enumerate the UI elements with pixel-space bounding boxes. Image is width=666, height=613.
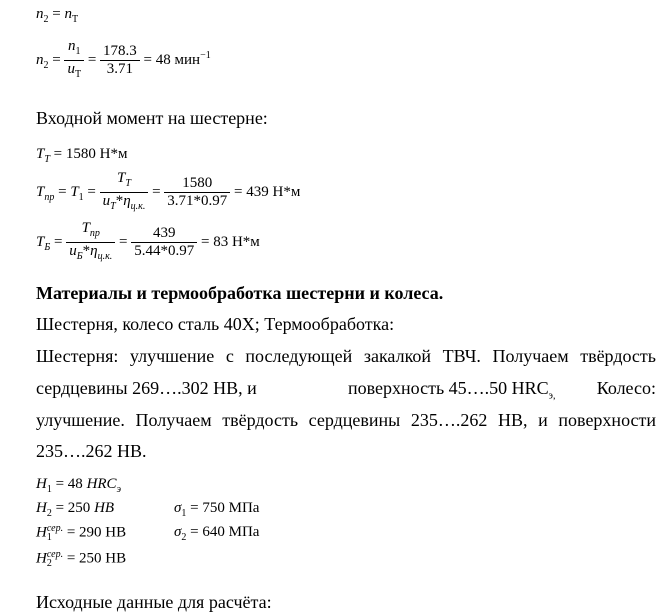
hardness-h2: $H_2 = 250$ HB [36,500,115,519]
fraction: $\frac{n_1}{u_T}$ [64,38,84,83]
hardness-h2-core: H сер. 2 = 250 НВ [36,549,127,569]
formula-n2-calc: $n_2$ = $\frac{n_1}{u_T}$ = $\frac{178.3}{3.71}$ = 48 мин$^{-1}$ [36,38,211,83]
hardness-h1: $H_1 = 48$ $HRC_э$ [36,476,121,495]
surface-hardness-text: поверхность 45….50 $HRC_{э,}$ [348,378,556,402]
footer-cut-text: Исходные данные для расчёта: [36,592,272,612]
fraction: $\frac{T_{пр}}{u_Б*\eta_{ц.к.}}$ [66,220,115,265]
fraction: $\frac{1580}{3.71*0.97}$ [164,175,230,210]
stress-sigma2: $\sigma_2 = 640$ МПа [174,524,260,543]
materials-paragraph-line-4: 235….262 НВ. [36,441,147,461]
fraction: $\frac{T_T}{u_T*\eta_{ц.к.}}$ [100,170,149,215]
stress-sigma1: $\sigma_1 = 750$ МПа [174,500,260,519]
section-heading-input-torque: Входной момент на шестерне: [36,108,268,128]
materials-paragraph-line-2: сердцевины 269….302 НВ, и поверхность 45….50 $HRC_{э,}$ Колесо: [36,378,656,402]
materials-paragraph-line-1: Шестерня: улучшение с последующей закалкой ТВЧ. Получаем твёрдость [36,346,656,366]
formula-tpr: $T_{пр} = T_1$ = $\frac{T_T}{u_T*\eta_{ц.к.}}$ = $\frac{1580}{3.71*0.97}$ = 439 Н*м [36,170,300,215]
fraction: $\frac{178.3}{3.71}$ [100,43,140,78]
fraction: $\frac{439}{5.44*0.97}$ [131,225,197,260]
formula-tt: $T_T = 1580$ Н*м [36,146,128,165]
formula-n2-equals-nt: $n_2 = n_T$ [36,6,79,25]
hardness-h1-core: H сер. 1 = 290 НВ [36,523,127,543]
materials-paragraph-line-3: улучшение. Получаем твёрдость сердцевины 235….262 НВ, и поверхности [36,410,656,430]
wheel-label: Колесо: [596,378,656,398]
materials-line: Шестерня, колесо сталь 40Х; Термообработка: [36,314,395,334]
formula-tb: $T_Б$ = $\frac{T_{пр}}{u_Б*\eta_{ц.к.}}$ = $\frac{439}{5.44*0.97}$ = 83 Н*м [36,220,260,265]
section-heading-materials: Материалы и термообработка шестерни и колеса. [36,283,444,303]
